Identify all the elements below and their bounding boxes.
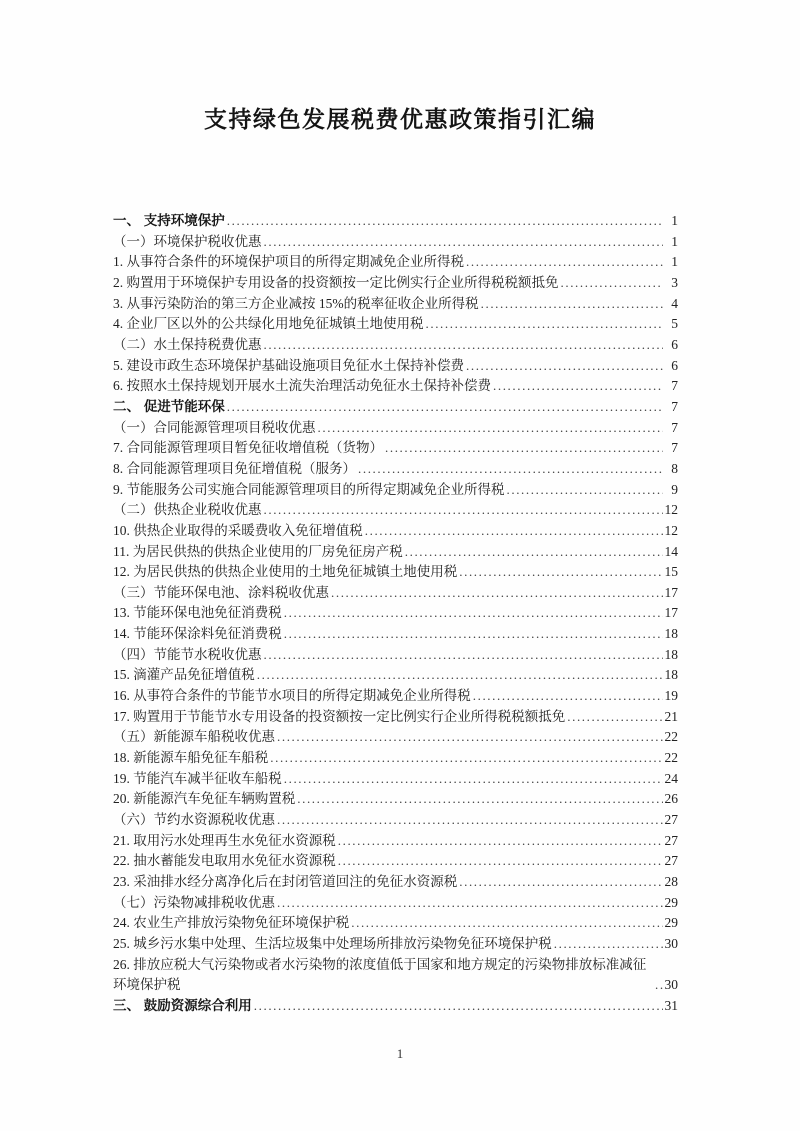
dot-leader (561, 273, 664, 294)
toc-entry (113, 397, 678, 418)
toc-entry-page: 1 (671, 233, 678, 249)
toc-entry (113, 252, 678, 273)
toc-entry-text: 17. 购置用于节能节水专用设备的投资额按一定比例实行企业所得税税额抵免 (113, 708, 566, 724)
toc-entry-page: 30 (664, 935, 678, 951)
dot-leader (254, 996, 663, 1017)
toc-entry (113, 624, 678, 645)
toc-entry-page: 28 (664, 874, 678, 889)
toc-entry-text: 15. 滴灌产品免征增值税 (113, 667, 255, 683)
toc-entry (113, 273, 678, 294)
toc-entry (113, 232, 678, 253)
dot-leader (284, 603, 663, 624)
toc-entry-text: （二）水土保持税费优惠 (113, 336, 262, 352)
toc-entry-page: 14 (664, 543, 678, 559)
toc-entry-page: 18 (664, 646, 678, 662)
toc-entry (113, 356, 678, 377)
toc-entry (113, 707, 678, 728)
dot-leader (264, 335, 664, 356)
toc-entry-text: 18. 新能源车船免征车船税 (113, 750, 269, 766)
toc-entry-page: 19 (664, 688, 678, 704)
toc-entry-text: 12. 为居民供热的供热企业使用的土地免征城镇土地使用税 (113, 564, 458, 580)
toc-entry (113, 934, 678, 955)
toc-entry (113, 955, 678, 996)
toc-entry-page: 17 (664, 584, 678, 600)
toc-entry-page: 27 (664, 853, 678, 869)
toc-entry (113, 376, 678, 397)
toc-entry (113, 831, 678, 852)
toc-entry (113, 893, 678, 914)
toc-entry (113, 603, 678, 624)
dot-leader (338, 831, 663, 852)
toc-entry-text: 9. 节能服务公司实施合同能源管理项目的所得定期减免企业所得税 (113, 481, 505, 497)
toc-entry (113, 480, 678, 501)
toc-entry (113, 872, 678, 893)
toc-entry-text: 2. 购置用于环境保护专用设备的投资额按一定比例实行企业所得税税额抵免 (113, 274, 559, 290)
toc-entry-text: 1. 从事符合条件的环境保护项目的所得定期减免企业所得税 (113, 254, 464, 270)
toc-entry (113, 851, 678, 872)
toc-entry-text: 13. 节能环保电池免征消费税 (113, 605, 282, 621)
toc-entry-page: 7 (671, 419, 678, 435)
toc-entry-page: 15 (664, 564, 678, 580)
toc-entry-page: 26 (664, 791, 678, 807)
footer-page-number: 1 (396, 1046, 404, 1061)
toc-entry-page: 1 (671, 213, 678, 228)
dot-leader (473, 686, 663, 707)
toc-entry-text: 20. 新能源汽车免征车辆购置税 (113, 791, 296, 807)
toc-entry-page: 21 (664, 708, 678, 724)
toc-entry-text: 4. 企业厂区以外的公共绿化用地免征城镇土地使用税 (113, 316, 424, 332)
dot-leader (481, 294, 663, 315)
toc-entry-page: 7 (671, 440, 678, 456)
dot-leader (466, 356, 663, 377)
toc-entry-text: 23. 采油排水经分离净化后在封闭管道回注的免征水资源税 (113, 874, 458, 889)
table-of-contents (113, 211, 678, 1017)
toc-entry-page: 22 (664, 729, 678, 745)
toc-entry-text: 24. 农业生产排放污染物免征环境保护税 (113, 915, 350, 931)
dot-leader (277, 893, 663, 914)
toc-entry-text: 21. 取用污水处理再生水免征水资源税 (113, 832, 336, 848)
dot-leader (264, 645, 664, 666)
toc-entry-page: 17 (664, 605, 678, 621)
toc-entry-page: 3 (671, 274, 678, 290)
toc-entry-page: 4 (671, 295, 678, 311)
toc-entry-text: 16. 从事符合条件的节能节水项目的所得定期减免企业所得税 (113, 688, 471, 704)
toc-entry-text: 3. 从事污染防治的第三方企业减按 15%的税率征收企业所得税 (113, 295, 479, 311)
toc-entry-page: 12 (664, 522, 678, 538)
dot-leader (338, 851, 663, 872)
toc-entry-text: 10. 供热企业取得的采暖费收入免征增值税 (113, 522, 363, 538)
toc-entry (113, 335, 678, 356)
toc-entry-text: 25. 城乡污水集中处理、生活垃圾集中处理场所排放污染物免征环境保护税 (113, 935, 552, 951)
toc-entry (113, 521, 678, 542)
toc-entry-page: 8 (671, 460, 678, 476)
toc-entry (113, 438, 678, 459)
toc-entry (113, 686, 678, 707)
dot-leader (554, 934, 663, 955)
dot-leader (507, 480, 664, 501)
dot-leader (459, 872, 663, 893)
document-title: 支持绿色发展税费优惠政策指引汇编 (204, 106, 596, 132)
toc-entry-text: 一、 支持环境保护 (113, 213, 225, 228)
toc-entry (113, 996, 678, 1017)
toc-entry (113, 211, 678, 232)
toc-entry (113, 562, 678, 583)
toc-entry-page: 6 (671, 336, 678, 352)
dot-leader (270, 748, 663, 769)
dot-leader (466, 252, 663, 273)
dot-leader (493, 376, 663, 397)
toc-entry-text: （五）新能源车船税收优惠 (113, 729, 275, 745)
toc-entry (113, 500, 678, 521)
toc-entry-text: 三、 鼓励资源综合利用 (113, 997, 252, 1013)
dot-leader (385, 438, 663, 459)
dot-leader (567, 707, 663, 728)
toc-entry-text: 11. 为居民供热的供热企业使用的厂房免征房产税 (113, 543, 403, 559)
toc-entry (113, 418, 678, 439)
dot-leader (459, 562, 663, 583)
dot-leader (655, 975, 663, 996)
toc-entry-page: 29 (664, 894, 678, 910)
toc-entry-page: 7 (671, 398, 678, 414)
toc-entry (113, 665, 678, 686)
dot-leader (264, 500, 664, 521)
toc-entry-text: 14. 节能环保涂料免征消费税 (113, 626, 282, 642)
toc-entry (113, 583, 678, 604)
toc-entry-page: 27 (664, 832, 678, 848)
toc-entry-page: 29 (664, 915, 678, 931)
dot-leader (277, 727, 663, 748)
toc-entry (113, 913, 678, 934)
toc-entry-text: （六）节约水资源税收优惠 (113, 812, 275, 828)
toc-entry-page: 9 (671, 481, 678, 497)
dot-leader (358, 459, 663, 480)
toc-entry-text: 19. 节能汽车减半征收车船税 (113, 770, 282, 786)
toc-entry (113, 645, 678, 666)
toc-entry (113, 727, 678, 748)
toc-entry-text: 7. 合同能源管理项目暂免征收增值税（货物） (113, 440, 383, 456)
toc-entry-page: 24 (664, 770, 678, 786)
dot-leader (426, 314, 664, 335)
toc-entry (113, 748, 678, 769)
toc-entry-text: 8. 合同能源管理项目免征增值税（服务） (113, 460, 356, 476)
dot-leader (405, 542, 663, 563)
dot-leader (331, 583, 663, 604)
toc-entry-page: 5 (671, 316, 678, 332)
toc-entry (113, 789, 678, 810)
toc-entry-text: 22. 抽水蓄能发电取用水免征水资源税 (113, 853, 336, 869)
toc-entry-page: 22 (664, 750, 678, 766)
toc-entry (113, 294, 678, 315)
toc-entry-text: （一）环境保护税收优惠 (113, 233, 262, 249)
dot-leader (284, 769, 663, 790)
dot-leader (277, 810, 663, 831)
toc-entry-page: 31 (664, 997, 678, 1013)
toc-entry-text: （三）节能环保电池、涂料税收优惠 (113, 584, 329, 600)
toc-entry-text: （一）合同能源管理项目税收优惠 (113, 419, 316, 435)
dot-leader (284, 624, 663, 645)
toc-entry-text: （七）污染物减排税收优惠 (113, 894, 275, 910)
toc-entry-text: 26. 排放应税大气污染物或者水污染物的浓度值低于国家和地方规定的污染物排放标准减征环境保护税 (113, 956, 647, 993)
dot-leader (365, 521, 663, 542)
toc-entry (113, 769, 678, 790)
dot-leader (227, 397, 663, 418)
toc-entry-text: 5. 建设市政生态环境保护基础设施项目免征水土保持补偿费 (113, 357, 464, 373)
toc-entry-text: 二、 促进节能环保 (113, 398, 225, 414)
dot-leader (227, 211, 663, 232)
dot-leader (257, 665, 663, 686)
toc-entry-page: 30 (664, 977, 678, 993)
toc-entry (113, 810, 678, 831)
toc-entry-page: 12 (664, 502, 678, 518)
toc-entry-page: 7 (671, 378, 678, 394)
toc-entry-page: 6 (671, 357, 678, 373)
dot-leader (318, 418, 664, 439)
toc-entry-page: 1 (671, 254, 678, 270)
toc-entry (113, 314, 678, 335)
toc-entry (113, 459, 678, 480)
toc-entry-page: 18 (664, 667, 678, 683)
toc-entry-page: 18 (664, 626, 678, 642)
toc-entry (113, 542, 678, 563)
toc-entry-page: 27 (664, 812, 678, 828)
toc-entry-text: （二）供热企业税收优惠 (113, 502, 262, 518)
dot-leader (351, 913, 663, 934)
toc-entry-text: （四）节能节水税收优惠 (113, 646, 262, 662)
dot-leader (264, 232, 664, 253)
toc-entry-text: 6. 按照水土保持规划开展水土流失治理活动免征水土保持补偿费 (113, 378, 491, 394)
dot-leader (297, 789, 663, 810)
